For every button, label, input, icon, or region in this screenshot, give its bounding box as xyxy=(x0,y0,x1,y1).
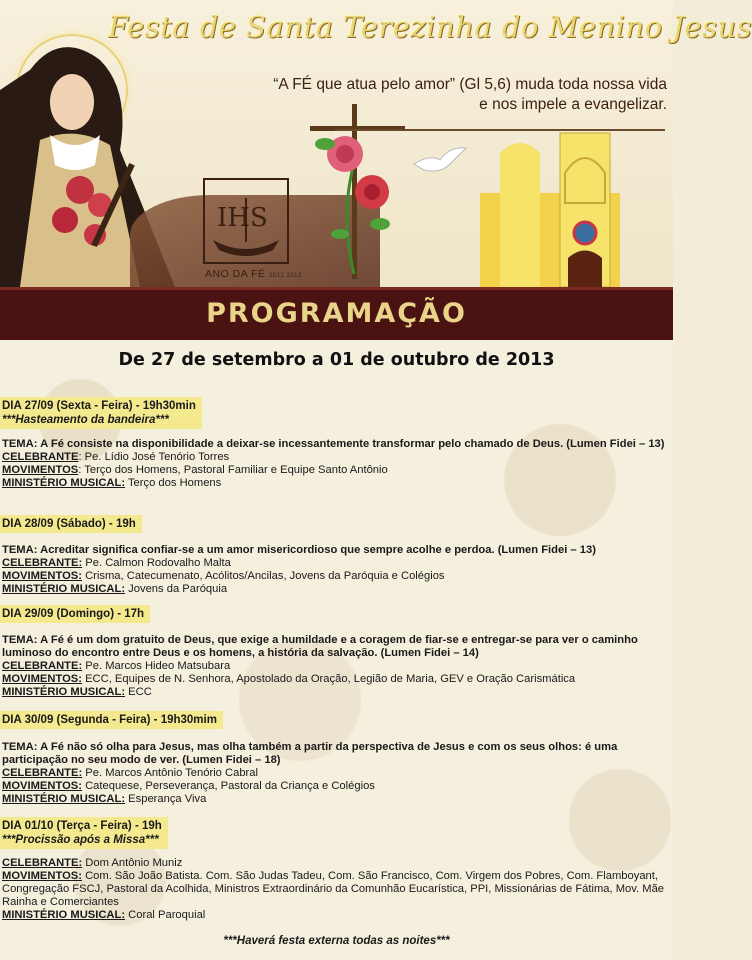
celebrante-value: Pe. Marcos Antônio Tenório Cabral xyxy=(82,767,258,779)
day-tag-label: DIA 29/09 (Domingo) - 17h xyxy=(2,608,145,620)
church-icon xyxy=(480,133,620,287)
ministerio-value: Coral Paroquial xyxy=(125,909,206,921)
day-tag-label: DIA 01/10 (Terça - Feira) - 19h xyxy=(2,820,162,832)
celebrante-line xyxy=(2,557,670,570)
logo-text: ANO DA FÉ xyxy=(205,268,266,280)
movimentos-value: ECC, Equipes de N. Senhora, Apostolado da Oração, Legião de Maria, GEV e Oração Carismática xyxy=(81,673,576,685)
celebrante-label: CELEBRANTE: xyxy=(2,660,83,672)
day-block-1 xyxy=(2,438,670,490)
celebrante-value: Dom Antônio Muniz xyxy=(82,857,183,869)
celebrante-value: : Pe. Lídio José Tenório Torres xyxy=(78,451,230,463)
theme-quote xyxy=(237,75,667,115)
ministerio-line xyxy=(2,477,670,490)
ministerio-label: MINISTÉRIO MUSICAL: xyxy=(2,793,126,805)
movimentos-line xyxy=(2,673,670,686)
logo-label xyxy=(205,268,302,280)
movimentos-value: : Terço dos Homens, Pastoral Familiar e Equipe Santo Antônio xyxy=(78,464,388,476)
day-tag-subtitle: ***Procissão após a Missa*** xyxy=(2,834,159,846)
movimentos-value: Com. São João Batista. Com. São Judas Tadeu, Com. São Francisco, Com. Virgem dos Pobres, Com. Flamboyant, Congregação FSCJ, Pastoral da Acolhida, Ministros Extraordinário da Comunhão Eucarística, PPI, Missionárias de Fátima, Mov. Mãe Rainha e Comerciantes xyxy=(2,870,665,908)
day-tag-subtitle: ***Hasteamento da bandeira*** xyxy=(2,414,169,426)
day-tag-1 xyxy=(0,397,202,429)
banner-title: PROGRAMAÇÃO xyxy=(206,298,467,329)
day-block-4 xyxy=(2,741,670,806)
ministerio-line xyxy=(2,583,670,596)
day-block-5 xyxy=(2,857,670,922)
ano-da-fe-logo xyxy=(203,178,289,270)
day-tag-label: DIA 30/09 (Segunda - Feira) - 19h30mim xyxy=(2,714,217,726)
tema-text: TEMA: A Fé não só olha para Jesus, mas olha também a partir da perspectiva de Jesus e com os seus olhos: é uma participação no seu modo de ver. (Lumen Fidei – 18) xyxy=(2,741,618,766)
ministerio-label: MINISTÉRIO MUSICAL: xyxy=(2,909,126,921)
tema-text: TEMA: A Fé consiste na disponibilidade a deixar-se incessantemente transformar pelo chamado de Deus. (Lumen Fidei – 13) xyxy=(2,438,665,450)
movimentos-line xyxy=(2,464,670,477)
celebrante-line xyxy=(2,767,670,780)
day-tag-2 xyxy=(0,515,142,533)
day-tag-label: DIA 28/09 (Sábado) - 19h xyxy=(2,518,136,530)
day-tag-3 xyxy=(0,605,150,623)
movimentos-label: MOVIMENTOS xyxy=(2,464,79,476)
day-block-2 xyxy=(2,544,670,596)
celebrante-line xyxy=(2,660,670,673)
dove-icon xyxy=(410,144,468,176)
celebrante-label: CELEBRANTE: xyxy=(2,767,83,779)
movimentos-label: MOVIMENTOS: xyxy=(2,780,82,792)
celebrante-line xyxy=(2,451,670,464)
ministerio-value: ECC xyxy=(125,686,152,698)
day-tag-4 xyxy=(0,711,223,729)
ministerio-line xyxy=(2,909,670,922)
movimentos-label: MOVIMENTOS: xyxy=(2,570,82,582)
celebrante-label: CELEBRANTE: xyxy=(2,857,83,869)
logo-years: 2012 2013 xyxy=(268,273,302,279)
movimentos-label: MOVIMENTOS: xyxy=(2,673,82,685)
movimentos-value: Catequese, Perseverança, Pastoral da Criança e Colégios xyxy=(81,780,375,792)
celebrante-line xyxy=(2,857,670,870)
tema-text: TEMA: Acreditar significa confiar-se a um amor misericordioso que sempre acolhe e perdoa. (Lumen Fidei – 13) xyxy=(2,544,596,556)
ministerio-value: Terço dos Homens xyxy=(125,477,222,489)
ministerio-value: Jovens da Paróquia xyxy=(125,583,228,595)
ministerio-label: MINISTÉRIO MUSICAL: xyxy=(2,686,126,698)
header-divider xyxy=(335,129,665,131)
svg-text:IHS: IHS xyxy=(217,203,268,233)
celebrante-label: CELEBRANTE: xyxy=(2,557,83,569)
day-tag-5 xyxy=(0,817,168,849)
quote-line-2: e nos impele a evangelizar. xyxy=(479,96,667,113)
movimentos-value: Crisma, Catecumenato, Acólitos/Ancilas, Jovens da Paróquia e Colégios xyxy=(81,570,445,582)
movimentos-line xyxy=(2,870,670,909)
celebrante-value: Pe. Marcos Hideo Matsubara xyxy=(82,660,231,672)
movimentos-line xyxy=(2,780,670,793)
celebrante-value: Pe. Calmon Rodovalho Malta xyxy=(82,557,231,569)
ministerio-label: MINISTÉRIO MUSICAL: xyxy=(2,583,126,595)
footer-note: ***Haverá festa externa todas as noites*** xyxy=(223,935,450,947)
tema-text: TEMA: A Fé é um dom gratuito de Deus, que exige a humildade e a coragem de fiar-se e entregar-se para ver o caminho luminoso do encontro entre Deus e os homens, a história da salvação. (Lumen Fidei – 14) xyxy=(2,634,638,659)
quote-line-1: “A FÉ que atua pelo amor” (Gl 5,6) muda toda nossa vida xyxy=(273,76,667,93)
celebrante-label: CELEBRANTE xyxy=(2,451,79,463)
day-tag-label: DIA 27/09 (Sexta - Feira) - 19h30min xyxy=(2,400,196,412)
header-artwork xyxy=(0,0,752,287)
movimentos-line xyxy=(2,570,670,583)
ministerio-line xyxy=(2,793,670,806)
festival-title: Festa de Santa Terezinha do Menino Jesus xyxy=(108,10,752,44)
day-block-3 xyxy=(2,634,670,699)
ministerio-label: MINISTÉRIO MUSICAL: xyxy=(2,477,126,489)
ministerio-line xyxy=(2,686,670,699)
programacao-banner xyxy=(0,287,673,340)
ministerio-value: Esperança Viva xyxy=(125,793,207,805)
movimentos-label: MOVIMENTOS: xyxy=(2,870,82,882)
date-range: De 27 de setembro a 01 de outubro de 2013 xyxy=(118,350,555,370)
